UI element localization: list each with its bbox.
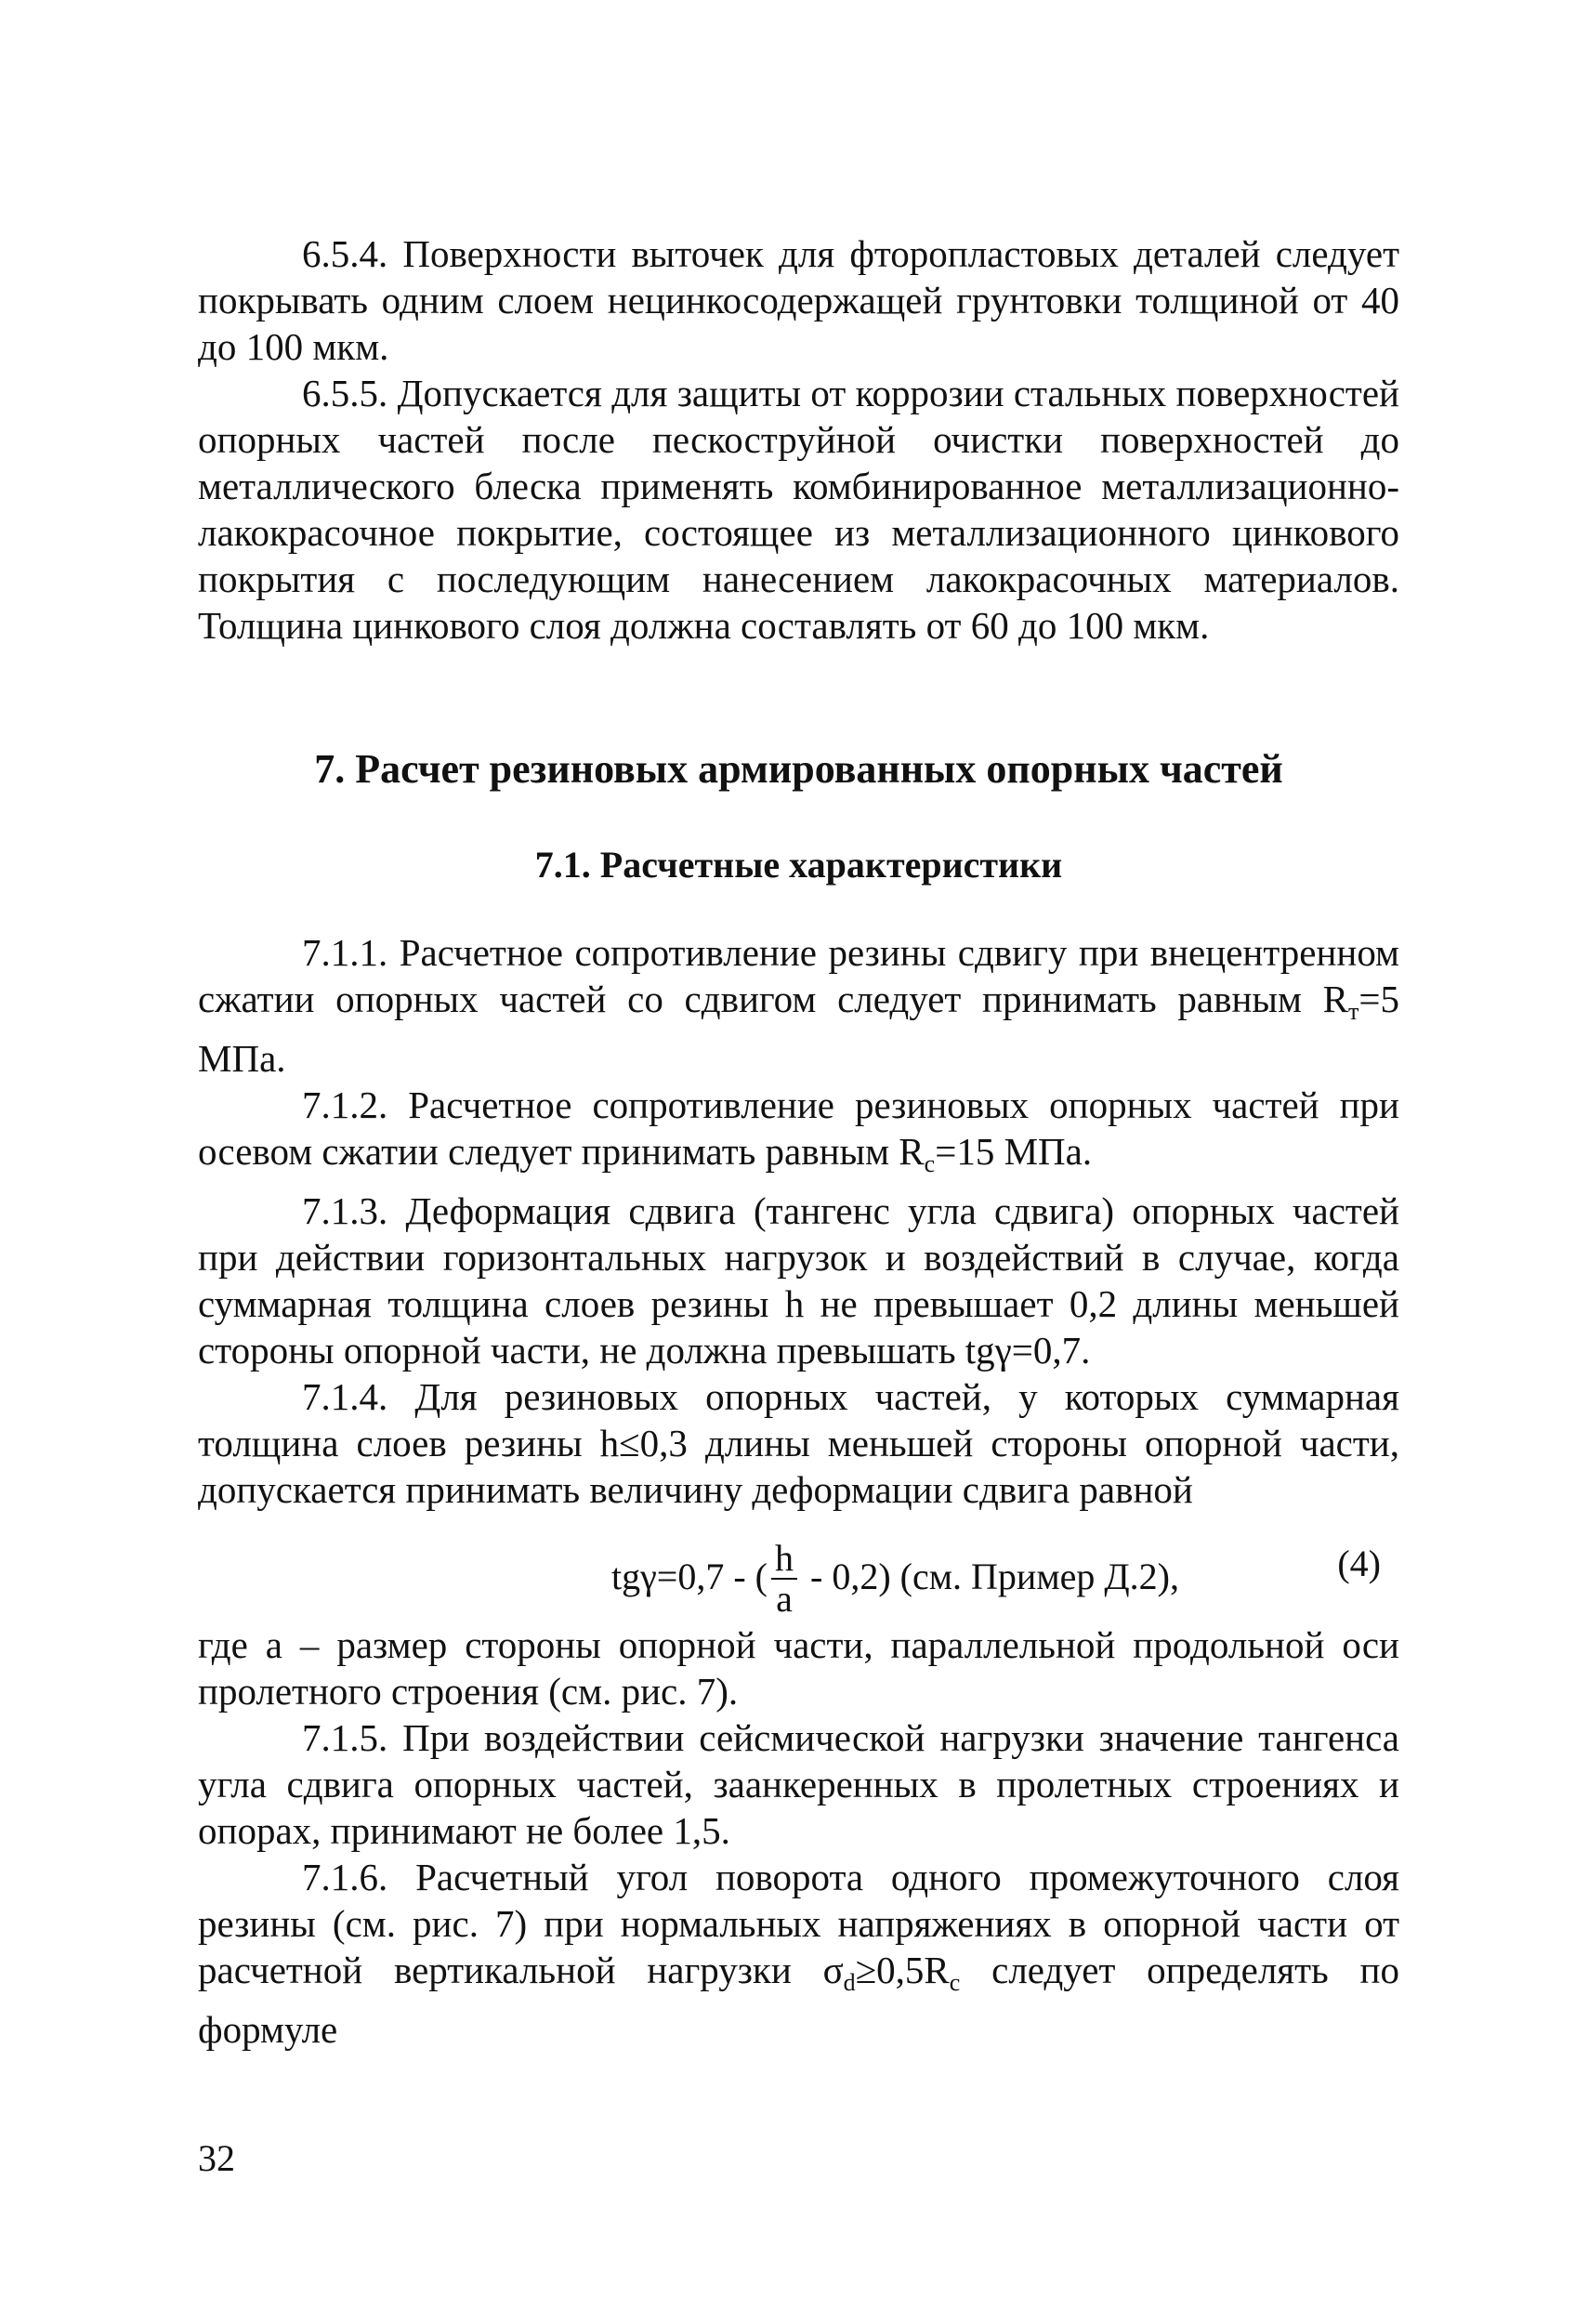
- formula-4: [198, 1501, 1399, 1622]
- text-block-section-6: [198, 230, 1399, 649]
- paragraph-7-1-2-text: 7.1.2. Расчетное сопротивление резиновых опорных частей при осевом сжатии следует принимать равным R: [198, 1083, 1399, 1173]
- paragraph-7-1-6: [198, 1854, 1399, 2053]
- subscript-c-2: с: [949, 1969, 961, 1996]
- paragraph-6-5-4: 6.5.4. Поверхности выточек для фторопластовых деталей следует покрывать одним слоем нецинкосодержащей грунтовки толщиной от 40 до 100 мкм.: [198, 232, 1399, 368]
- paragraph-7-1-4: 7.1.4. Для резиновых опорных частей, у которых суммарная толщина слоев резины h≤0,3 длины меньшей стороны опорной части, допускается принимать величину деформации сдвига равной: [198, 1375, 1399, 1511]
- page-number: 32: [198, 2137, 235, 2179]
- paragraph-7-1-3: 7.1.3. Деформация сдвига (тангенс угла сдвига) опорных частей при действии горизонтальных нагрузок и воздействий в случае, когда суммарная толщина слоев резины h не превышает 0,2 длины меньшей стороны опорной части, не должна превышать tgγ=0,7.: [198, 1189, 1399, 1372]
- subsection-heading: 7.1. Расчетные характеристики: [534, 844, 1063, 886]
- text-block-continued: [198, 1622, 1399, 2053]
- formula-expression: [611, 1537, 1179, 1621]
- formula-fraction: [771, 1539, 797, 1619]
- paragraph-7-1-1-text: 7.1.1. Расчетное сопротивление резины сдвигу при внецентренном сжатии опорных частей со сдвигом следует принимать равным R: [198, 931, 1399, 1020]
- paragraph-7-1-6-text: 7.1.6. Расчетный угол поворота одного промежуточного слоя резины (см. рис. 7) при нормальных напряжениях в опорной части от расчетной вертикальной нагрузки σ: [198, 1856, 1399, 1991]
- paragraph-7-1-1-tail: =5 МПа.: [198, 978, 1399, 1080]
- formula-tail: - 0,2) (см. Пример Д.2),: [801, 1556, 1179, 1598]
- formula-number: (4): [1337, 1543, 1381, 1584]
- formula-numerator: h: [771, 1539, 797, 1580]
- formula-lead: tgγ=0,7 - (: [611, 1556, 768, 1598]
- subscript-t: т: [1348, 998, 1359, 1025]
- paragraph-7-1-1: [198, 929, 1399, 1082]
- subscript-d: d: [843, 1969, 856, 1996]
- paragraph-7-1-5: 7.1.5. При воздействии сейсмической нагрузки значение тангенса угла сдвига опорных частей, заанкеренных в пролетных строениях и опорах, принимают не более 1,5.: [198, 1716, 1399, 1852]
- paragraph-6-5-5: 6.5.5. Допускается для защиты от коррозии стальных поверхностей опорных частей после пескоструйной очистки поверхностей до металлического блеска применять комбинированное металлизационно-лакокрасочное покрытие, состоящее из металлизационного цинкового покрытия с последующим нанесением лакокрасочных материалов. Толщина цинкового слоя должна составлять от 60 до 100 мкм.: [198, 372, 1399, 647]
- section-heading: 7. Расчет резиновых армированных опорных частей: [314, 746, 1283, 792]
- text-block-section-7-1: [198, 929, 1399, 1513]
- paragraph-7-1-6-tail: следует определять по формуле: [198, 1949, 1399, 2051]
- paragraph-7-1-2: [198, 1082, 1399, 1188]
- subscript-c: с: [924, 1150, 936, 1177]
- paragraph-7-1-2-tail: =15 МПа.: [935, 1130, 1093, 1173]
- paragraph-7-1-6-mid: ≥0,5R: [855, 1949, 950, 1991]
- formula-denominator: a: [776, 1578, 793, 1620]
- paragraph-where: где а – размер стороны опорной части, параллельной продольной оси пролетного строения (см. рис. 7).: [198, 1623, 1399, 1713]
